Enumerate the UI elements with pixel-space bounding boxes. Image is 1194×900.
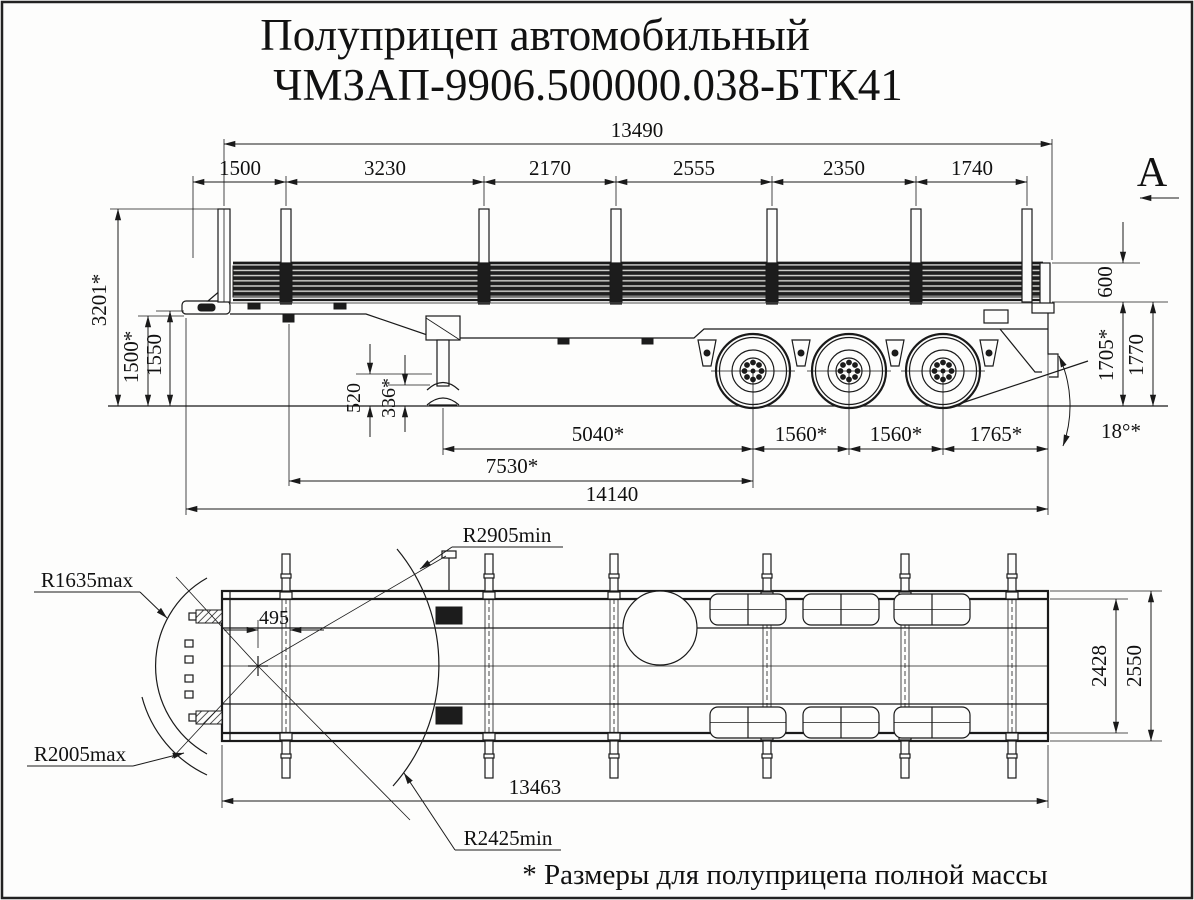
dim-label: 3201*	[87, 273, 111, 327]
dim-label: 13490	[610, 118, 664, 142]
footnote: * Размеры для полуприцепа полной массы	[522, 859, 1048, 891]
plan-body	[142, 549, 1048, 820]
tire-box	[803, 707, 879, 738]
dim-label: 14140	[585, 482, 639, 506]
radius-label: R2425min	[463, 826, 553, 850]
dim-overall-length	[224, 118, 1052, 260]
dim-label: 1705*	[1094, 328, 1118, 382]
dim-label: 2350	[823, 156, 865, 180]
title-line1: Полуприцеп автомобильный	[260, 10, 810, 60]
plan-stake	[483, 554, 495, 778]
suspension-hanger	[886, 340, 904, 366]
suspension-hanger	[792, 340, 810, 366]
tire-box	[894, 594, 970, 625]
dim-fifth-wheel-heights	[119, 311, 184, 406]
tire-box	[894, 707, 970, 738]
dim-stake-spacings	[193, 156, 1027, 258]
dim-label: 520	[343, 383, 365, 413]
dim-label: 1500	[219, 156, 261, 180]
front-fittings	[185, 610, 222, 724]
dim-label: 5040*	[571, 422, 625, 446]
dim-label: 1560*	[774, 422, 828, 446]
stake	[910, 209, 922, 304]
kingpin	[283, 314, 294, 322]
dim-label: 1765*	[969, 422, 1023, 446]
trailer-body	[182, 209, 1058, 408]
dim-label: 495	[259, 607, 289, 629]
dim-widths	[1050, 591, 1162, 741]
view-a-label: А	[1136, 150, 1168, 196]
dim-rear-heights	[1094, 302, 1153, 406]
dim-label: 2428	[1087, 645, 1111, 687]
dim-label: 1560*	[869, 422, 923, 446]
radius-label: R2005max	[33, 742, 127, 766]
dim-label: 600	[1093, 266, 1117, 298]
dim-label: 1740	[951, 156, 993, 180]
suspension-hanger	[698, 340, 716, 366]
side-view	[87, 118, 1179, 515]
gear-mount	[436, 707, 462, 724]
gear-mount	[436, 607, 462, 624]
tire-box	[710, 707, 786, 738]
label-r2005	[27, 742, 184, 766]
plan-stake	[280, 554, 292, 778]
plan-view	[27, 523, 1162, 850]
stake	[610, 209, 622, 304]
label-r1635	[34, 568, 167, 618]
dim-label: 2555	[673, 156, 715, 180]
plan-stake	[899, 554, 911, 778]
title-block	[260, 10, 903, 110]
dim-label: 1770	[1124, 334, 1148, 376]
dim-label: 336*	[378, 378, 400, 418]
plan-stake	[1006, 554, 1018, 778]
plan-stake	[761, 554, 773, 778]
suspension-hanger	[980, 340, 998, 366]
stake	[280, 209, 292, 304]
stake	[478, 209, 490, 304]
dim-label: 2550	[1122, 645, 1146, 687]
dim-label: 7530*	[485, 454, 539, 478]
dim-label: 2170	[529, 156, 571, 180]
dim-label: 18°*	[1101, 419, 1141, 443]
spare-wheel-circle	[623, 591, 697, 665]
dim-label: 13463	[508, 775, 562, 799]
tire-box	[803, 594, 879, 625]
landing-gear	[426, 316, 460, 405]
dim-label: 1550	[142, 334, 166, 376]
dim-platform-length	[222, 745, 1048, 808]
dim-board-height	[1052, 222, 1168, 302]
stake	[766, 209, 778, 304]
radius-label: R1635max	[40, 568, 134, 592]
plan-stake	[608, 554, 620, 778]
tire-box	[710, 594, 786, 625]
dim-label: 3230	[364, 156, 406, 180]
dim-label: 1500*	[119, 330, 143, 384]
rear-stake	[1022, 209, 1032, 302]
radius-label: R2905min	[462, 523, 552, 547]
title-line2: ЧМЗАП-9906.500000.038-БТК41	[273, 60, 903, 110]
rear-step	[1048, 331, 1058, 377]
view-a-marker	[1137, 150, 1179, 198]
dim-support-clearance	[343, 344, 432, 437]
